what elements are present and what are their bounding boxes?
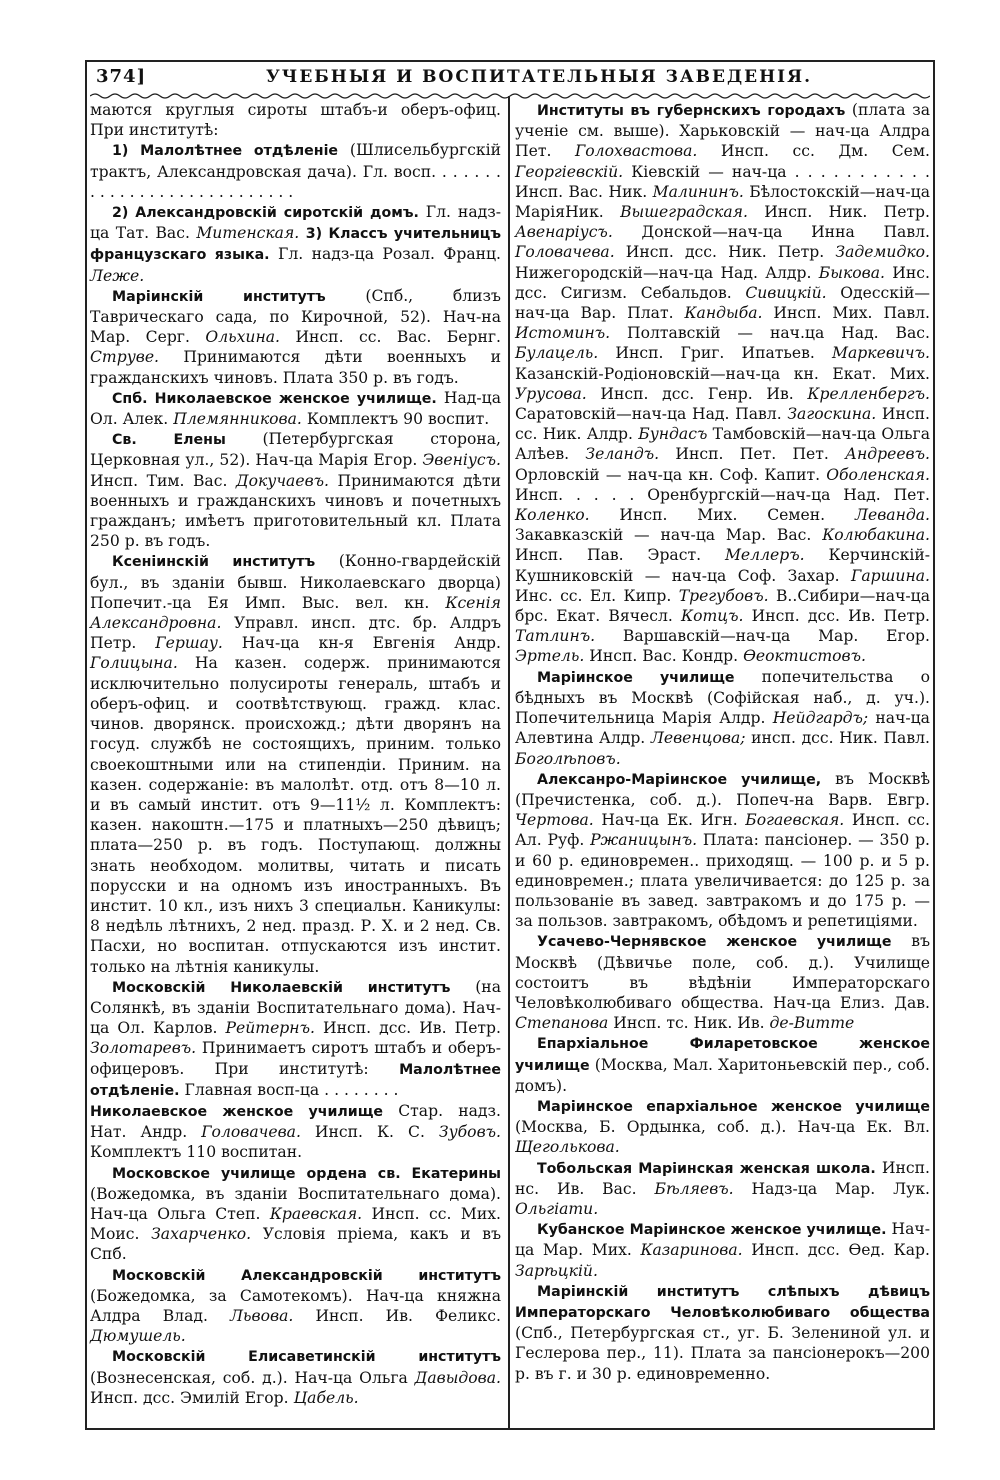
- entry-text: Нач-ца Ек. Игн.: [593, 811, 746, 830]
- entry-text: Надз-ца Мар. Лук.: [733, 1179, 930, 1198]
- entry-text: инсп. дсс. Ник. Павл.: [745, 729, 930, 748]
- person-name: Бундасъ: [638, 425, 708, 444]
- person-name: Меллеръ.: [724, 546, 805, 565]
- entry-text: Инсп. Вас. Кондр.: [584, 647, 744, 666]
- person-name: Авенаріусъ.: [515, 223, 613, 242]
- person-name: Ксенія Александровна.: [90, 593, 501, 633]
- person-name: Ржаницынъ.: [590, 831, 698, 850]
- person-name: Маркевичъ.: [832, 344, 930, 363]
- right-entry: [515, 667, 930, 769]
- entry-text: Гл. надз-ца Розал. Франц.: [269, 245, 501, 264]
- left-column: [90, 100, 501, 1408]
- person-name: Цабель.: [293, 1388, 359, 1407]
- person-name: Котцъ.: [681, 607, 744, 626]
- entry-text: Принимаетъ сиротъ штабъ и оберъ-офицеровъ. При институтѣ:: [90, 1039, 501, 1078]
- entry-text: Плата: пансіонер. — 350 р. и 60 р. единовремен.. приходящ. — 100 р. и 5 р. единовремен.; плата увеличивается: до 125 р. за пользованіе въ завед. завтракомъ и до 175 р. — за пользов. завтракомъ, обѣдомъ и репетиціями.: [515, 831, 931, 931]
- entry-text: Условія пріема, какъ и въ Спб.: [90, 1225, 501, 1264]
- entry-text: Одесскій—нач-ца Вар. Плат.: [515, 283, 931, 323]
- person-name: Трегубовъ.: [678, 586, 769, 605]
- entry-text: въ Москвѣ (Дѣвичье поле, соб. д.). Училище состоитъ въ вѣдѣніи Императорскаго Человѣколюбиваго общества. Нач-ца Елиз. Дав.: [515, 932, 930, 1012]
- left-entry: [90, 551, 501, 976]
- person-name: Леванда.: [854, 506, 930, 525]
- entry-text: Саратовскій—нач-ца Над. Павл.: [515, 405, 788, 424]
- page-title: УЧЕБНЫЯ И ВОСПИТАТЕЛЬНЫЯ ЗАВЕДЕНІЯ.: [266, 67, 812, 87]
- person-name: Зеландъ.: [585, 445, 660, 464]
- entry-heading: Московскій Елисаветинскій институтъ: [112, 1349, 501, 1366]
- person-name: Золотаревъ.: [90, 1039, 197, 1058]
- entry-text: Инсп. дсс. Ник. Петр.: [614, 243, 836, 262]
- entry-text: Инсп. К. С.: [300, 1123, 439, 1142]
- right-entry: [515, 1281, 930, 1384]
- person-name: Кандыба.: [684, 304, 763, 323]
- person-name: Оболенская.: [826, 465, 930, 484]
- person-name: Чертова.: [515, 811, 594, 830]
- entry-text: Комплектъ 90 воспит.: [301, 410, 490, 429]
- entry-text: Инсп. Тим. Вас.: [90, 471, 236, 490]
- right-entry: [515, 1219, 930, 1281]
- left-entry: [90, 1265, 501, 1347]
- left-entry: [90, 388, 501, 429]
- entry-text: Инсп. тс. Ник. Ив.: [608, 1014, 770, 1033]
- person-name: Давыдова.: [414, 1368, 501, 1387]
- entry-text: Тамбовскій—нач-ца Ольга Алѣев.: [515, 425, 930, 464]
- right-entry: [515, 769, 930, 932]
- person-name: Загоскина.: [787, 405, 877, 424]
- entry-heading: Маріинское училище: [537, 669, 735, 686]
- person-name: де-Витте: [769, 1014, 855, 1033]
- entry-text: въ Москвѣ (Пречистенка, соб. д.). Попеч-на Варв. Евгр.: [515, 769, 930, 809]
- entry-text: Инсп. сс. Ал. Руф.: [515, 811, 930, 850]
- person-name: Булацель.: [515, 344, 599, 363]
- entry-text: Инсп. Пет. Пет.: [659, 445, 846, 464]
- entry-heading: Алексанро-Маріинское училище,: [537, 771, 822, 788]
- entry-text: Инсп. Мих. Павл.: [762, 304, 930, 323]
- person-name: Дюмушель.: [90, 1327, 186, 1346]
- entry-heading: Николаевское женское училище: [90, 1103, 384, 1120]
- person-name: Леже.: [90, 266, 145, 285]
- entry-text: Казанскій-Родіоновскій—нач-ца кн. Екат. Мих.: [515, 364, 930, 383]
- entry-text: Инсп. дсс. Ив. Петр.: [743, 607, 931, 626]
- person-name: Племянникова.: [173, 410, 302, 429]
- person-name: Зубовъ.: [438, 1123, 501, 1142]
- right-entry: [515, 100, 930, 667]
- entry-heading: Московскій Александровскій институтъ: [112, 1267, 501, 1284]
- left-entry: [90, 100, 501, 140]
- entry-text: Варшавскій—нач-ца Мар. Егор.: [595, 627, 930, 646]
- entry-text: (Конно-гвардейскій бул., въ зданіи бывш. Николаевскаго дворца) Попечит.-ца Ея Имп. Выс. вел. кн.: [90, 552, 501, 612]
- left-entry: [90, 977, 501, 1101]
- person-name: Гершау.: [155, 634, 223, 653]
- person-name: Митенская.: [196, 224, 300, 243]
- entry-heading: Тобольская Маріинская женская школа.: [537, 1160, 876, 1177]
- entry-text: Закавказскій — нач-ца Мар. Вас.: [515, 526, 823, 545]
- entry-text: Керчинскій-Кушниковскій — нач-ца Соф. Захар.: [515, 546, 930, 585]
- person-name: Казаринова.: [640, 1241, 743, 1260]
- entry-heading: Институты въ губернскихъ городахъ: [537, 103, 846, 119]
- entry-text: Над-ца Ол. Алек.: [90, 388, 501, 429]
- person-name: Головачева.: [515, 243, 615, 262]
- entry-heading: Московскій Николаевскій институтъ: [112, 979, 451, 996]
- person-name: Сивицкій.: [745, 283, 827, 302]
- entry-heading: Ксеніинскій институтъ: [112, 554, 316, 571]
- entry-text: (Спб., Петербургская ст., уг. Б. Зелениной ул. и Геслерова пер., 11). Плата за пансіонерокъ—200 р. въ г. и 30 р. единовременно.: [515, 1324, 930, 1383]
- left-entry: [90, 140, 501, 202]
- entry-text: Орловскій — нач-ца кн. Соф. Капит.: [515, 465, 827, 484]
- left-entry: [90, 1163, 501, 1265]
- person-name: Малининъ.: [652, 182, 744, 201]
- entry-text: (Вожедомка, въ зданіи Воспитательнаго дома). Нач-ца Ольга Степ.: [90, 1184, 501, 1223]
- person-name: Коленко.: [515, 506, 590, 525]
- entry-heading: Кубанское Маріинское женское училище.: [537, 1222, 887, 1239]
- entry-text: Инсп. дсс. Ѳед. Кар.: [742, 1241, 930, 1260]
- entry-text: Инс. дсс. Сигизм. Себальдов.: [515, 263, 930, 302]
- person-name: Ѳеоктистовъ.: [743, 647, 866, 666]
- entry-heading: Маріинское епархіальное женское училище: [537, 1098, 930, 1115]
- right-entry: [515, 1096, 930, 1158]
- entry-text: Нач-ца Мар. Мих.: [515, 1220, 930, 1260]
- entry-text: Гл. надз-ца Тат. Вас.: [90, 203, 501, 243]
- entry-text: Принимаются дѣти военныхъ и гражданскихъ чиновъ. Плата 350 р. въ годъ.: [90, 348, 501, 387]
- entry-text: Инсп. Григ. Ипатьев.: [598, 344, 833, 363]
- person-name: Левенцова;: [650, 729, 746, 748]
- entry-text: Управл. инсп. дтс. бр. Алдръ Петр.: [90, 614, 501, 653]
- entry-text: (Спб., близъ Таврическаго сада, по Кирочной, 52). Нач-на Мар. Серг.: [90, 286, 501, 347]
- person-name: Андреевъ.: [845, 445, 930, 464]
- entry-text: (Божедомка, за Самотекомъ). Нач-ца княжна Алдра Влад.: [90, 1286, 501, 1325]
- entry-text: Комплектъ 110 воспитан.: [90, 1143, 303, 1162]
- person-name: Струве.: [90, 348, 160, 367]
- left-entry: [90, 1346, 501, 1408]
- right-entry: [515, 1033, 930, 1096]
- right-column: [515, 100, 930, 1384]
- person-name: Вышеградская.: [620, 203, 748, 222]
- person-name: Эвеніусъ.: [422, 451, 501, 470]
- entry-heading: Маріинскій институтъ: [112, 288, 326, 305]
- entry-text: Инсп. нс. Ив. Вас.: [515, 1158, 930, 1198]
- person-name: Захарченко.: [151, 1225, 252, 1244]
- left-entry: [90, 202, 501, 286]
- column-divider: [508, 96, 510, 1430]
- entry-text: Бѣлостокскій—нач-ца МаріяНик.: [515, 182, 931, 222]
- page-number: 374]: [96, 66, 147, 87]
- entry-text: маются круглыя сироты штабъ-и оберъ-офиц. При институтѣ:: [90, 101, 501, 140]
- person-name: Татлинъ.: [515, 627, 596, 646]
- entry-text: Нижегородскій—нач-ца Над. Алдр.: [515, 263, 819, 282]
- entry-text: В..Сибири—нач-ца брс. Екат. Вячесл.: [515, 586, 930, 626]
- entry-heading: 1) Малолѣтнее отдѣленіе: [112, 143, 339, 160]
- person-name: Голицына.: [90, 654, 178, 673]
- person-name: Истоминъ.: [515, 324, 611, 343]
- entry-text: Инсп. сс. Ник. Алдр.: [515, 405, 930, 444]
- right-entry: [515, 931, 930, 1033]
- entry-text: Инсп. дсс. Генр. Ив.: [586, 384, 808, 403]
- entry-heading: Св. Елены: [112, 432, 226, 449]
- entry-text: Инсп. сс. Мих. Моис.: [90, 1204, 501, 1244]
- entry-text: Принимаются дѣти военныхъ и гражданскихъ чиновъ и почетныхъ гражданъ; имѣетъ приготовительный кл. Плата 250 р. въ годъ.: [90, 471, 501, 551]
- entry-text: нач-ца Алевтина Алдр.: [515, 709, 930, 748]
- person-name: Боголѣповъ.: [515, 749, 621, 768]
- person-name: Рейтернъ.: [225, 1019, 315, 1038]
- entry-text: Стар. надз. Нат. Андр.: [90, 1101, 501, 1142]
- left-entry: [90, 429, 501, 551]
- entry-heading: Спб. Николаевское женское училище.: [112, 390, 437, 407]
- entry-heading: Московское училище ордена св. Екатерины: [112, 1165, 501, 1182]
- person-name: Головачева.: [201, 1123, 301, 1142]
- person-name: Гаршина.: [851, 566, 930, 585]
- entry-text: Инсп. Ник. Петр.: [747, 203, 930, 222]
- person-name: Урусова.: [515, 384, 587, 403]
- entry-text: Донской—нач-ца Инна Павл.: [612, 223, 930, 242]
- entry-heading: Малолѣтнее отдѣленіе.: [90, 1061, 501, 1099]
- person-name: Львова.: [230, 1306, 294, 1325]
- right-entry: [515, 1158, 930, 1220]
- entry-text: Нач-ца кн-я Евгенія Андр.: [222, 634, 501, 653]
- entry-text: Главная восп-ца . . . . . . . .: [179, 1080, 399, 1099]
- person-name: Быкова.: [818, 263, 885, 282]
- person-name: Степанова: [515, 1014, 609, 1033]
- person-name: Крелленбергъ.: [807, 384, 930, 403]
- person-name: Ольгіати.: [515, 1199, 599, 1218]
- person-name: Задемидко.: [835, 243, 930, 262]
- person-name: Нейдгардъ;: [772, 709, 869, 728]
- person-name: Краевская.: [269, 1204, 363, 1223]
- entry-heading: Епархіальное Филаретовское женское училище: [515, 1036, 930, 1074]
- entry-text: Инс. сс. Ел. Кипр.: [515, 586, 679, 605]
- entry-text: (Шлисельбургскій трактъ, Александровская дача). Гл. восп. . . . . . . . . . . . . . . . . . . . . . . . . . . .: [90, 141, 501, 201]
- person-name: Колюбакина.: [822, 526, 930, 545]
- person-name: Щеголькова.: [515, 1138, 620, 1157]
- entry-text: (Вознесенская, соб. д.). Нач-ца Ольга: [90, 1368, 415, 1387]
- entry-heading: 3) Классъ учительницъ французскаго языка.: [90, 226, 501, 264]
- entry-text: (плата за ученіе см. выше). Харьковскій — нач-ца Алдра Пет.: [515, 101, 930, 161]
- entry-text: Кіевскій — нач-ца . . . . . . . . . . . Инсп. Вас. Ник.: [515, 162, 930, 201]
- entry-text: Инсп. Пав. Эраст.: [515, 546, 725, 565]
- header-wavy-rule: [90, 92, 930, 100]
- entry-text: Инсп. Мих. Семен.: [589, 506, 855, 525]
- entry-text: (Москва, Мал. Харитоньевскій пер., соб. домъ).: [515, 1055, 930, 1095]
- person-name: Эртель.: [515, 647, 585, 666]
- entry-text: (на Солянкѣ, въ зданіи Воспитательнаго дома). Нач-ца Ол. Карлов.: [90, 977, 502, 1038]
- entry-text: попечительства о бѣдныхъ въ Москвѣ (Софійская наб., д. уч.). Попечительница Марія Алдр.: [515, 667, 930, 728]
- person-name: Богаевская.: [745, 811, 845, 830]
- entry-heading: 2) Александровскій сиротскій домъ.: [112, 205, 419, 222]
- person-name: Георгіевскій.: [515, 162, 624, 181]
- entry-text: (Петербургская сторона, Церковная ул., 52). Нач-ца Марія Егор.: [90, 430, 501, 470]
- entry-heading: Усачево-Чернявское женское училище: [537, 934, 892, 951]
- entry-text: Инсп. сс. Вас. Бернг.: [279, 328, 501, 347]
- person-name: Ольхина.: [205, 328, 280, 347]
- entry-text: (Москва, Б. Ордынка, соб. д.). Нач-ца Ек. Вл.: [515, 1118, 930, 1137]
- entry-text: Инсп. сс. Дм. Сем.: [697, 142, 930, 161]
- entry-text: Инсп. . . . . Оренбургскій—нач-ца Над. Пет.: [515, 485, 930, 504]
- entry-text: Инсп. дсс. Эмилій Егор.: [90, 1388, 294, 1407]
- entry-text: Полтавскій — нач.ца Над. Вас.: [610, 324, 930, 343]
- left-entry: [90, 1101, 501, 1163]
- person-name: Голохвастова.: [574, 142, 698, 161]
- entry-text: Инсп. дсс. Ив. Петр.: [314, 1019, 501, 1038]
- entry-text: На казен. содерж. принимаются исключительно полусироты генераль, штабъ и оберъ-офиц. и соотвѣтствующ. гражд. клас. чинов. дворянск. происхожд.; дѣти дворянъ на госуд. службѣ не состоящихъ, приним. только своекоштными или на стипендіи. Приним. на казен. содержаніе: въ малолѣт. отд. отъ 8—10 л. и въ самый инстит. отъ 9—11½ л. Комплектъ: казен. накоштн.—175 и платныхъ—250 дѣвицъ; плата—250 р. въ годъ. Поступающ. должны знать необходом. молитвы, читать и писать порусски и на одномъ изъ иностранныхъ. Въ инстит. 10 кл., изъ нихъ 3 специальн. Каникулы: 8 недѣль лѣтнихъ, 2 нед. празд. Р. Х. и 2 нед. Св. Пасхи, но воспитан. отпускаются изъ инстит. только на лѣтнія каникулы.: [90, 654, 501, 976]
- entry-heading: Маріинскій институтъ слѣпыхъ дѣвицъ Императорскаго Человѣколюбиваго общества: [515, 1283, 930, 1321]
- entry-text: Инсп. Ив. Феликс.: [293, 1306, 501, 1325]
- person-name: Зарѣцкій.: [515, 1261, 598, 1280]
- person-name: Докучаевъ.: [235, 471, 329, 490]
- left-entry: [90, 286, 501, 388]
- person-name: Бѣляевъ.: [654, 1179, 734, 1198]
